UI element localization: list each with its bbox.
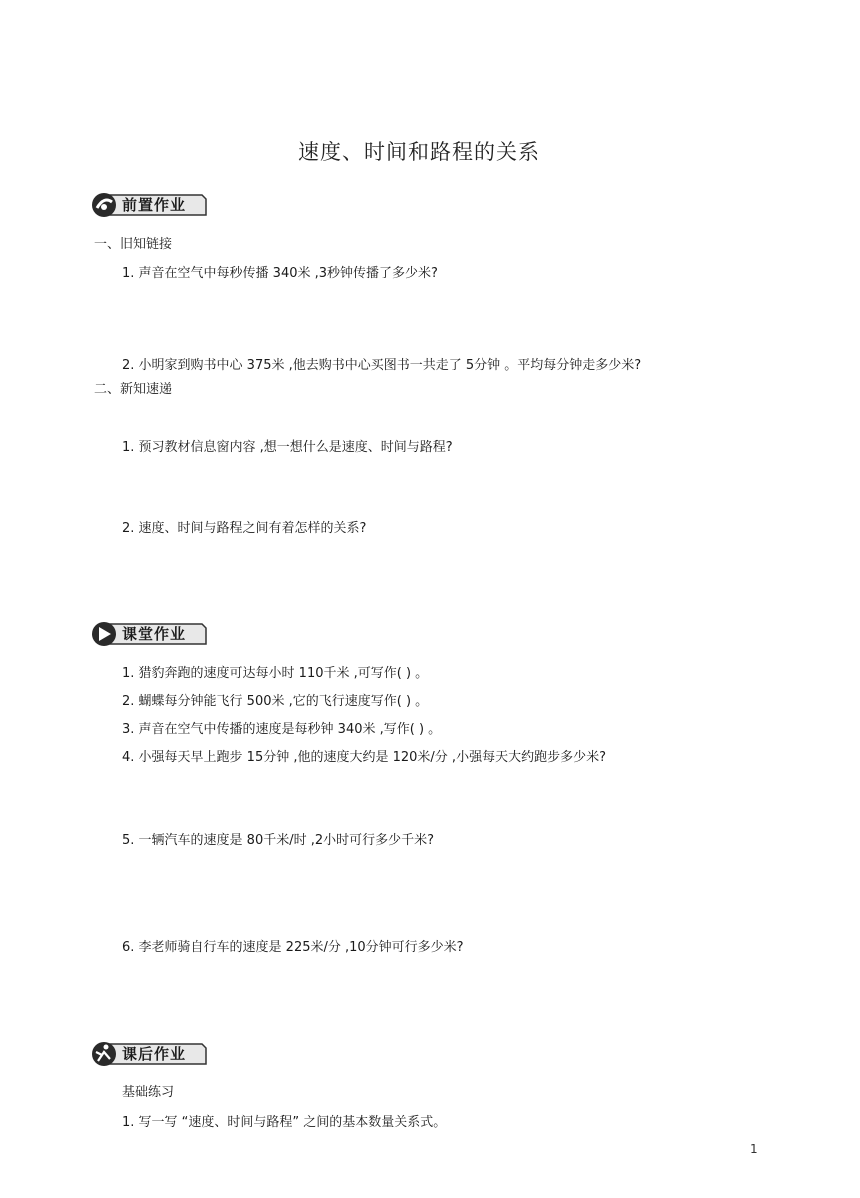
banner-class-assignment xyxy=(90,619,210,647)
banner-pre-label: 前置作业 xyxy=(122,196,187,214)
question-text: 6. 李老师骑自行车的速度是 225米/分 ,10分钟可行多少米? xyxy=(122,940,464,955)
section-heading-new-knowledge: 二、新知速递 xyxy=(94,382,173,397)
question-text: 2. 小明家到购书中心 375米 ,他去购书中心买图书一共走了 5分钟 。平均每分钟走多少米? xyxy=(122,358,642,373)
section-heading-old-knowledge: 一、旧知链接 xyxy=(94,237,173,252)
subsection-heading-basic-practice: 基础练习 xyxy=(122,1085,175,1100)
question-text: 1. 预习教材信息窗内容 ,想一想什么是速度、时间与路程? xyxy=(122,440,453,455)
question-text: 2. 速度、时间与路程之间有着怎样的关系? xyxy=(122,521,367,536)
banner-after-assignment xyxy=(90,1039,210,1067)
question-text: 5. 一辆汽车的速度是 80千米/时 ,2小时可行多少千米? xyxy=(122,833,435,848)
question-text: 1. 声音在空气中每秒传播 340米 ,3秒钟传播了多少米? xyxy=(122,266,438,281)
banner-class-label: 课堂作业 xyxy=(122,625,187,643)
question-text: 4. 小强每天早上跑步 15分钟 ,他的速度大约是 120米/分 ,小强每天大约跑步多少米? xyxy=(122,750,606,765)
question-text: 3. 声音在空气中传播的速度是每秒钟 340米 ,写作( ) 。 xyxy=(122,722,442,737)
question-text: 2. 蝴蝶每分钟能飞行 500米 ,它的飞行速度写作( ) 。 xyxy=(122,694,429,709)
banner-after-label: 课后作业 xyxy=(122,1045,187,1063)
question-text: 1. 写一写 “速度、时间与路程” 之间的基本数量关系式。 xyxy=(122,1115,447,1130)
question-text: 1. 猎豹奔跑的速度可达每小时 110千米 ,可写作( ) 。 xyxy=(122,666,429,681)
page-title: 速度、时间和路程的关系 xyxy=(298,140,540,164)
page-number: 1 xyxy=(750,1142,758,1156)
banner-pre-assignment xyxy=(90,190,210,218)
